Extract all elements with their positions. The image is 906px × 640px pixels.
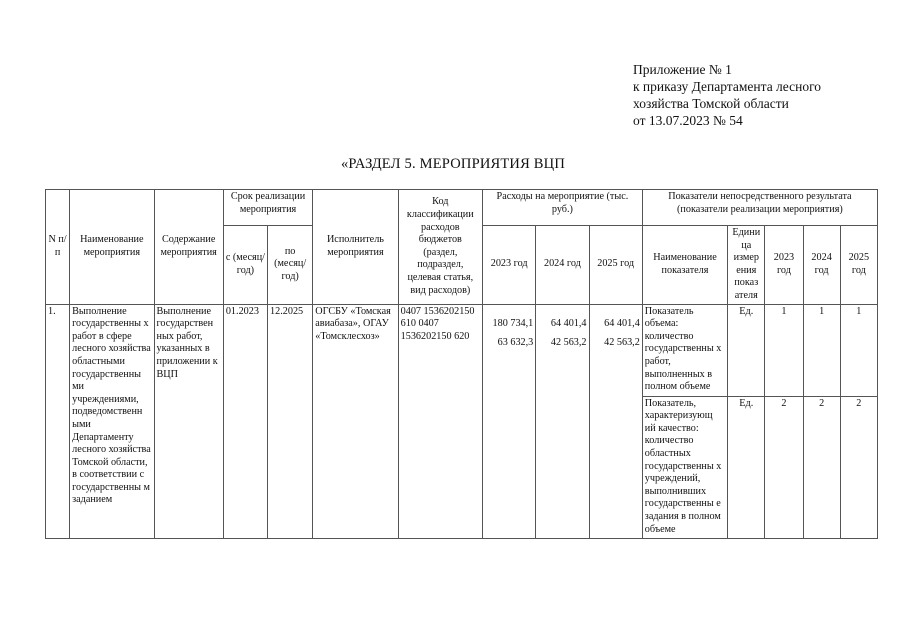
indicator-2-2025: 2 [840, 396, 877, 538]
exp-2025-value-1: 64 401,4 [604, 317, 640, 329]
header-content: Содержание мероприятия [154, 190, 223, 305]
section-title-text: «РАЗДЕЛ 5. МЕРОПРИЯТИЯ ВЦП [340, 156, 566, 172]
header-exp-2025: 2025 год [589, 226, 642, 305]
row-content: Выполнение государствен ных работ, указанных в приложении к ВЦП [154, 304, 223, 538]
header-executor: Исполнитель мероприятия [313, 190, 398, 305]
measures-table [45, 189, 878, 539]
indicator-2-2024: 2 [803, 396, 840, 538]
header-ind-name: Наименование показателя [642, 226, 727, 305]
exp-2023-value-1: 180 734,1 [492, 317, 534, 329]
appendix-header [633, 61, 821, 129]
appendix-line-3: хозяйства Томской области [633, 96, 789, 111]
indicator-2-unit: Ед. [728, 396, 765, 538]
header-ind-unit: Едини ца измер ения показ ателя [728, 226, 765, 305]
appendix-line-1: Приложение № 1 [633, 62, 732, 77]
row-exp-2025 [589, 304, 642, 538]
exp-2024-value-2: 42 563,2 [550, 337, 587, 349]
row-executor: ОГСБУ «Томская авиабаза», ОГАУ «Томсклесхоз» [313, 304, 398, 538]
header-code: Код классификации расходов бюджетов (раздел, подраздел, целевая статья, вид расходов) [398, 190, 482, 305]
header-ind-2023: 2023 год [765, 226, 803, 305]
indicator-1-2024: 1 [803, 304, 840, 396]
appendix-line-2: к приказу Департамента лесного [633, 79, 822, 94]
header-num: N п/п [46, 190, 70, 305]
row-exp-2023 [483, 304, 536, 538]
row-exp-2024 [536, 304, 589, 538]
header-name: Наименование мероприятия [70, 190, 154, 305]
indicator-1-name: Показатель объема: количество государственны х работ, выполненных в полном объеме [642, 304, 727, 396]
appendix-line-4: от 13.07.2023 № 54 [633, 113, 743, 128]
header-period: Срок реализации мероприятия [223, 190, 312, 226]
header-ind-2024: 2024 год [803, 226, 840, 305]
indicator-2-name: Показатель, характеризующ ий качество: количество областных государственны х учреждений, выполнивших государственны е задания в полном объеме [642, 396, 727, 538]
header-ind-2025: 2025 год [840, 226, 877, 305]
exp-2023-value-2: 63 632,3 [497, 337, 534, 349]
row-to: 12.2025 [268, 304, 313, 538]
exp-2025-value-2: 42 563,2 [604, 337, 640, 349]
header-exp-2023: 2023 год [483, 226, 536, 305]
row-from: 01.2023 [223, 304, 267, 538]
section-title [0, 156, 906, 173]
indicator-1-unit: Ед. [728, 304, 765, 396]
header-exp-2024: 2024 год [536, 226, 589, 305]
indicator-1-2023: 1 [765, 304, 803, 396]
header-indicators: Показатели непосредственного результата (показатели реализации мероприятия) [642, 190, 877, 226]
row-name: Выполнение государственны х работ в сфере лесного хозяйства областными государственны ми учреждениями, подведомственн ыми Департаменту лесного хозяйства Томской области, в соответствии с государственны м заданием [70, 304, 154, 538]
row-num: 1. [46, 304, 70, 538]
indicator-1-2025: 1 [840, 304, 877, 396]
exp-2024-value-1: 64 401,4 [550, 317, 587, 329]
header-period-to: по (месяц/ год) [268, 226, 313, 305]
table-row [46, 304, 878, 396]
row-code: 0407 1536202150 610 0407 1536202150 620 [398, 304, 482, 538]
header-expenses: Расходы на мероприятие (тыс. руб.) [483, 190, 643, 226]
header-period-from: с (месяц/ год) [223, 226, 267, 305]
indicator-2-2023: 2 [765, 396, 803, 538]
